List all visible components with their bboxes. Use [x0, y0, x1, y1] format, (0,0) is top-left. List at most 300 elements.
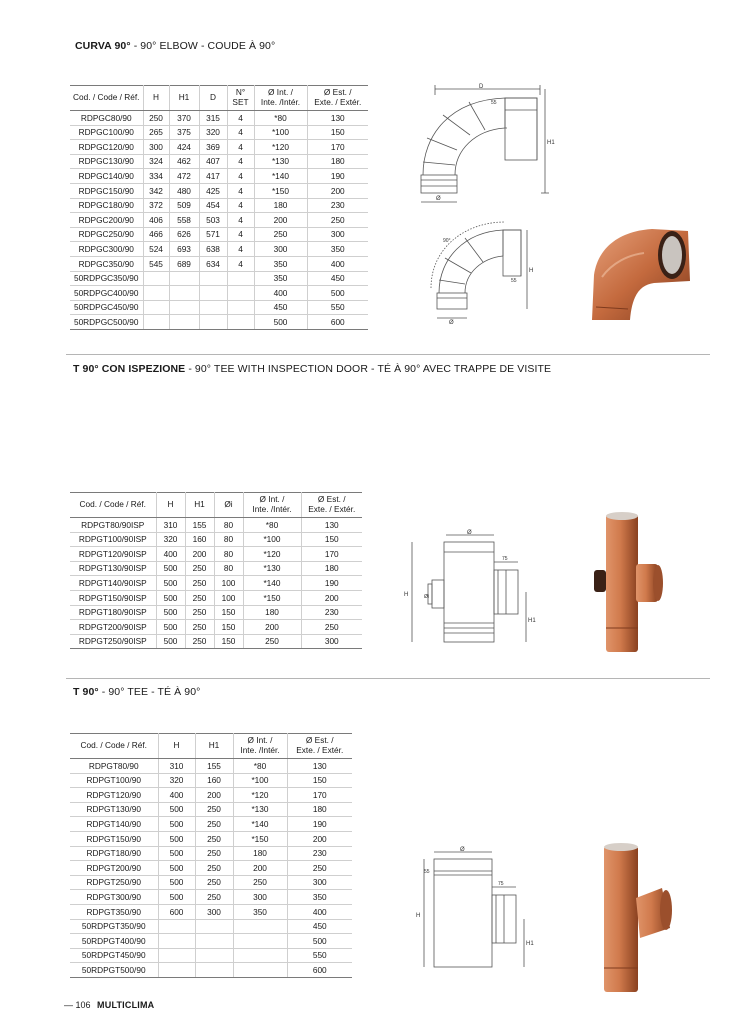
table-row	[70, 198, 368, 213]
table-cell	[158, 948, 195, 963]
table-cell: 250	[185, 590, 214, 605]
table-cell: 550	[287, 948, 352, 963]
table-cell: 80	[214, 561, 243, 576]
table-row	[70, 300, 368, 315]
table-cell: 320	[158, 773, 195, 788]
table-cell: 600	[307, 315, 368, 330]
table-cell: *120	[233, 788, 287, 803]
table-cell: 4	[227, 242, 254, 257]
table-row	[70, 532, 362, 547]
table-cell: 4	[227, 125, 254, 140]
column-header: H	[156, 493, 185, 518]
table-row	[70, 759, 352, 774]
table-cell: 450	[287, 919, 352, 934]
dim-label-55: 55	[424, 869, 430, 875]
table-header-row	[70, 734, 352, 759]
table-cell	[233, 919, 287, 934]
table-row	[70, 846, 352, 861]
table-cell: 4	[227, 198, 254, 213]
table-cell: RDPGT80/90ISP	[70, 518, 156, 533]
table-cell: 4	[227, 183, 254, 198]
table-cell: 250	[195, 817, 233, 832]
section-title-tee-inspection: T 90° CON ISPEZIONE - 90° TEE WITH INSPECTION DOOR - TÉ À 90° AVEC TRAPPE DE VISITE	[73, 363, 552, 375]
table-cell: 571	[199, 227, 227, 242]
dim-label-diameter: Ø	[467, 530, 472, 536]
column-header: Øi	[214, 493, 243, 518]
table-cell: 180	[301, 561, 362, 576]
table-cell: 250	[195, 875, 233, 890]
table-cell: 80	[214, 518, 243, 533]
table-cell: 400	[307, 256, 368, 271]
table-row	[70, 154, 368, 169]
table-cell: RDPGT350/90	[70, 904, 158, 919]
table-row	[70, 802, 352, 817]
dim-label-h: H	[416, 913, 421, 919]
table-cell: 4	[227, 111, 254, 126]
section-title-elbow: CURVA 90° - 90° ELBOW - COUDE À 90°	[75, 40, 276, 52]
dim-label-h1: H1	[547, 140, 555, 146]
table-cell: 160	[185, 532, 214, 547]
table-cell: 170	[287, 788, 352, 803]
table-cell: 155	[195, 759, 233, 774]
table-cell: 200	[307, 183, 368, 198]
table-cell: RDPGT140/90ISP	[70, 576, 156, 591]
table-cell: 400	[287, 904, 352, 919]
column-header: Ø Est. / Exte. / Extér.	[307, 86, 368, 111]
table-cell: 350	[254, 271, 307, 286]
table-cell: 500	[307, 286, 368, 301]
column-header: N° SET	[227, 86, 254, 111]
column-header: H1	[195, 734, 233, 759]
table-cell: 300	[195, 904, 233, 919]
table-cell: 80	[214, 547, 243, 562]
table-cell	[199, 286, 227, 301]
table-cell: *140	[243, 576, 301, 591]
table-cell: 265	[143, 125, 169, 140]
table-cell: 424	[169, 140, 199, 155]
tee-inspection-spec-table	[70, 492, 362, 649]
table-cell: 300	[307, 227, 368, 242]
elbow-side-drawing	[425, 218, 545, 328]
table-cell: 50RDPGT500/90	[70, 963, 158, 978]
table-cell: 480	[169, 183, 199, 198]
column-header: H	[158, 734, 195, 759]
table-cell: RDPGT140/90	[70, 817, 158, 832]
table-cell: 180	[307, 154, 368, 169]
table-cell: RDPGT180/90	[70, 846, 158, 861]
table-cell: RDPGC200/90	[70, 213, 143, 228]
table-cell: 500	[158, 890, 195, 905]
table-cell: *100	[254, 125, 307, 140]
table-cell: RDPGT180/90ISP	[70, 605, 156, 620]
table-cell: 372	[143, 198, 169, 213]
table-cell: 190	[301, 576, 362, 591]
table-cell: 250	[195, 861, 233, 876]
table-cell: *100	[233, 773, 287, 788]
table-cell	[143, 315, 169, 330]
table-cell	[233, 934, 287, 949]
table-cell: RDPGT100/90ISP	[70, 532, 156, 547]
table-cell	[158, 934, 195, 949]
table-cell: RDPGT150/90	[70, 831, 158, 846]
table-row	[70, 518, 362, 533]
table-cell: *130	[233, 802, 287, 817]
dim-label-di: Øi	[424, 594, 429, 600]
table-cell: 350	[233, 904, 287, 919]
table-cell: 500	[158, 861, 195, 876]
table-cell: RDPGT80/90	[70, 759, 158, 774]
table-cell: 250	[243, 634, 301, 649]
table-cell: 310	[156, 518, 185, 533]
table-cell: 230	[307, 198, 368, 213]
table-cell: 250	[307, 213, 368, 228]
table-row	[70, 948, 352, 963]
table-cell: 50RDPGC350/90	[70, 271, 143, 286]
table-cell: 230	[301, 605, 362, 620]
dim-label-d: D	[479, 84, 484, 90]
table-cell: 155	[185, 518, 214, 533]
table-cell: *140	[254, 169, 307, 184]
table-cell: 350	[254, 256, 307, 271]
table-cell: 400	[158, 788, 195, 803]
table-cell: 342	[143, 183, 169, 198]
table-cell: 4	[227, 140, 254, 155]
table-cell: 4	[227, 213, 254, 228]
table-cell: RDPGT250/90ISP	[70, 634, 156, 649]
table-row	[70, 111, 368, 126]
table-cell: 500	[156, 634, 185, 649]
table-cell: RDPGT120/90ISP	[70, 547, 156, 562]
table-cell: RDPGT100/90	[70, 773, 158, 788]
table-cell: 545	[143, 256, 169, 271]
table-cell: 407	[199, 154, 227, 169]
table-cell: *130	[243, 561, 301, 576]
column-header: Cod. / Code / Réf.	[70, 493, 156, 518]
table-cell: 150	[214, 605, 243, 620]
table-cell: 180	[287, 802, 352, 817]
table-cell: 150	[214, 634, 243, 649]
table-header-row	[70, 86, 368, 111]
table-cell: 250	[287, 861, 352, 876]
table-cell	[195, 934, 233, 949]
table-row	[70, 831, 352, 846]
table-row	[70, 605, 362, 620]
table-cell: 500	[156, 620, 185, 635]
table-row	[70, 547, 362, 562]
table-cell	[169, 271, 199, 286]
table-cell: RDPGT130/90	[70, 802, 158, 817]
table-cell: 320	[156, 532, 185, 547]
table-cell: *80	[254, 111, 307, 126]
table-cell: 150	[287, 773, 352, 788]
table-cell: 500	[158, 831, 195, 846]
dim-label-55b: 55	[511, 278, 517, 284]
table-cell: 180	[243, 605, 301, 620]
table-cell	[199, 300, 227, 315]
table-cell: RDPGT130/90ISP	[70, 561, 156, 576]
table-cell: RDPGT250/90	[70, 875, 158, 890]
table-cell	[227, 271, 254, 286]
table-cell: 370	[169, 111, 199, 126]
table-cell: 180	[254, 198, 307, 213]
table-cell: 250	[143, 111, 169, 126]
table-cell: RDPGC350/90	[70, 256, 143, 271]
table-cell	[143, 286, 169, 301]
column-header: Ø Est. / Exte. / Extér.	[301, 493, 362, 518]
table-cell: 400	[156, 547, 185, 562]
table-row	[70, 213, 368, 228]
table-row	[70, 919, 352, 934]
table-cell: 626	[169, 227, 199, 242]
table-cell: RDPGT150/90ISP	[70, 590, 156, 605]
table-cell: RDPGC100/90	[70, 125, 143, 140]
table-cell	[143, 300, 169, 315]
table-cell: 4	[227, 256, 254, 271]
table-cell: 80	[214, 532, 243, 547]
table-cell: 300	[143, 140, 169, 155]
elbow-technical-drawing	[405, 80, 565, 220]
column-header: Ø Est. / Exte. / Extér.	[287, 734, 352, 759]
table-cell: 300	[254, 242, 307, 257]
dim-label-55: 55	[491, 100, 497, 106]
table-cell	[233, 948, 287, 963]
table-cell: 600	[287, 963, 352, 978]
table-cell: 170	[307, 140, 368, 155]
table-row	[70, 183, 368, 198]
column-header: Ø Int. / Inte. /Intér.	[243, 493, 301, 518]
table-cell: 250	[185, 605, 214, 620]
table-cell: 150	[307, 125, 368, 140]
table-cell	[199, 315, 227, 330]
table-row	[70, 242, 368, 257]
table-cell	[227, 286, 254, 301]
table-cell: 130	[301, 518, 362, 533]
table-cell	[195, 948, 233, 963]
table-cell: 462	[169, 154, 199, 169]
table-cell: 634	[199, 256, 227, 271]
brand-name: MULTICLIMA	[97, 1000, 155, 1010]
dim-label-h: H	[529, 268, 534, 274]
table-row	[70, 590, 362, 605]
table-cell: 693	[169, 242, 199, 257]
table-cell: 230	[287, 846, 352, 861]
table-cell: 500	[254, 315, 307, 330]
column-header: H1	[185, 493, 214, 518]
column-header: Cod. / Code / Réf.	[70, 734, 158, 759]
section-title-tee: T 90° - 90° TEE - TÉ À 90°	[73, 686, 201, 698]
elbow-product-photo	[582, 215, 697, 330]
table-cell: *150	[254, 183, 307, 198]
table-cell: RDPGC130/90	[70, 154, 143, 169]
table-cell: *120	[243, 547, 301, 562]
table-cell: 250	[185, 634, 214, 649]
table-row	[70, 125, 368, 140]
table-cell: 250	[233, 875, 287, 890]
table-cell	[227, 315, 254, 330]
table-cell	[158, 919, 195, 934]
column-header: Cod. / Code / Réf.	[70, 86, 143, 111]
table-cell	[195, 963, 233, 978]
dim-label-diameter: Ø	[436, 196, 441, 202]
table-cell: 406	[143, 213, 169, 228]
table-row	[70, 963, 352, 978]
table-cell: 200	[254, 213, 307, 228]
table-cell: 450	[307, 271, 368, 286]
table-cell: RDPGC250/90	[70, 227, 143, 242]
table-cell: 638	[199, 242, 227, 257]
table-cell: 400	[254, 286, 307, 301]
table-cell: *130	[254, 154, 307, 169]
table-cell	[158, 963, 195, 978]
table-row	[70, 169, 368, 184]
table-cell: 250	[195, 890, 233, 905]
table-cell: RDPGC150/90	[70, 183, 143, 198]
table-cell: 50RDPGC500/90	[70, 315, 143, 330]
table-cell: 200	[185, 547, 214, 562]
section-divider-1	[66, 354, 710, 355]
angle-label: 90°	[443, 238, 451, 244]
table-cell: 50RDPGT400/90	[70, 934, 158, 949]
table-cell	[233, 963, 287, 978]
table-cell: 524	[143, 242, 169, 257]
table-cell: 50RDPGC400/90	[70, 286, 143, 301]
table-cell: 417	[199, 169, 227, 184]
tee-spec-table	[70, 733, 352, 978]
table-cell: 450	[254, 300, 307, 315]
dim-label-h: H	[404, 592, 409, 598]
table-row	[70, 271, 368, 286]
table-cell: 50RDPGT450/90	[70, 948, 158, 963]
column-header: H	[143, 86, 169, 111]
table-cell: 500	[158, 817, 195, 832]
tee-inspection-product-photo	[588, 508, 668, 658]
table-cell: 4	[227, 154, 254, 169]
table-cell: 425	[199, 183, 227, 198]
table-cell: 130	[307, 111, 368, 126]
table-cell: 300	[287, 875, 352, 890]
table-row	[70, 904, 352, 919]
table-cell: 250	[254, 227, 307, 242]
table-cell: 100	[214, 590, 243, 605]
table-cell: *150	[243, 590, 301, 605]
table-cell: 170	[301, 547, 362, 562]
table-cell: 200	[233, 861, 287, 876]
table-cell: 300	[233, 890, 287, 905]
table-cell: 50RDPGT350/90	[70, 919, 158, 934]
tee-inspection-technical-drawing	[398, 528, 543, 643]
table-cell: *80	[243, 518, 301, 533]
table-cell: 150	[301, 532, 362, 547]
table-cell: 200	[195, 788, 233, 803]
table-header-row	[70, 493, 362, 518]
table-cell: 500	[287, 934, 352, 949]
table-cell: 500	[158, 875, 195, 890]
table-cell: 500	[156, 561, 185, 576]
table-cell: 4	[227, 227, 254, 242]
table-row	[70, 634, 362, 649]
table-row	[70, 256, 368, 271]
table-cell: 160	[195, 773, 233, 788]
table-cell: 200	[243, 620, 301, 635]
table-cell: 300	[301, 634, 362, 649]
table-cell: RDPGC140/90	[70, 169, 143, 184]
table-cell: 200	[301, 590, 362, 605]
table-row	[70, 890, 352, 905]
table-cell: RDPGT200/90	[70, 861, 158, 876]
table-cell: 250	[195, 831, 233, 846]
table-cell: 250	[185, 576, 214, 591]
table-cell	[199, 271, 227, 286]
table-row	[70, 817, 352, 832]
table-row	[70, 576, 362, 591]
table-cell: 315	[199, 111, 227, 126]
elbow-spec-table	[70, 85, 368, 330]
table-cell: 503	[199, 213, 227, 228]
table-cell: 190	[307, 169, 368, 184]
table-cell: RDPGC180/90	[70, 198, 143, 213]
table-cell: 350	[307, 242, 368, 257]
table-cell: *80	[233, 759, 287, 774]
table-cell: 50RDPGC450/90	[70, 300, 143, 315]
table-cell: 320	[199, 125, 227, 140]
table-cell	[195, 919, 233, 934]
table-cell: 250	[185, 561, 214, 576]
table-cell: 500	[158, 802, 195, 817]
table-cell: *100	[243, 532, 301, 547]
column-header: H1	[169, 86, 199, 111]
table-cell	[143, 271, 169, 286]
table-row	[70, 286, 368, 301]
table-cell: 558	[169, 213, 199, 228]
table-cell: RDPGC80/90	[70, 111, 143, 126]
table-row	[70, 140, 368, 155]
table-row	[70, 861, 352, 876]
dim-label-diameter: Ø	[460, 847, 465, 853]
table-cell: *150	[233, 831, 287, 846]
table-row	[70, 620, 362, 635]
table-cell: 689	[169, 256, 199, 271]
dim-label-h1: H1	[526, 941, 534, 947]
table-cell: 250	[195, 846, 233, 861]
table-cell	[227, 300, 254, 315]
table-cell	[169, 300, 199, 315]
table-cell: RDPGT300/90	[70, 890, 158, 905]
dim-label-75: 75	[498, 881, 504, 887]
table-cell: 334	[143, 169, 169, 184]
column-header: Ø Int. / Inte. /Intér.	[233, 734, 287, 759]
table-cell: 100	[214, 576, 243, 591]
table-cell: RDPGC120/90	[70, 140, 143, 155]
table-cell: 250	[301, 620, 362, 635]
table-cell: 466	[143, 227, 169, 242]
table-cell: 250	[185, 620, 214, 635]
table-cell: 550	[307, 300, 368, 315]
table-cell: 250	[195, 802, 233, 817]
table-cell: 350	[287, 890, 352, 905]
table-row	[70, 227, 368, 242]
dim-label-h1: H1	[528, 618, 536, 624]
table-cell: 150	[214, 620, 243, 635]
tee-product-photo	[592, 838, 674, 998]
page-footer	[64, 1000, 154, 1010]
table-cell: 310	[158, 759, 195, 774]
table-cell: 375	[169, 125, 199, 140]
tee-technical-drawing	[412, 845, 537, 970]
table-cell: 509	[169, 198, 199, 213]
table-cell: 130	[287, 759, 352, 774]
table-cell: *140	[233, 817, 287, 832]
page-number: — 106	[64, 1000, 91, 1010]
